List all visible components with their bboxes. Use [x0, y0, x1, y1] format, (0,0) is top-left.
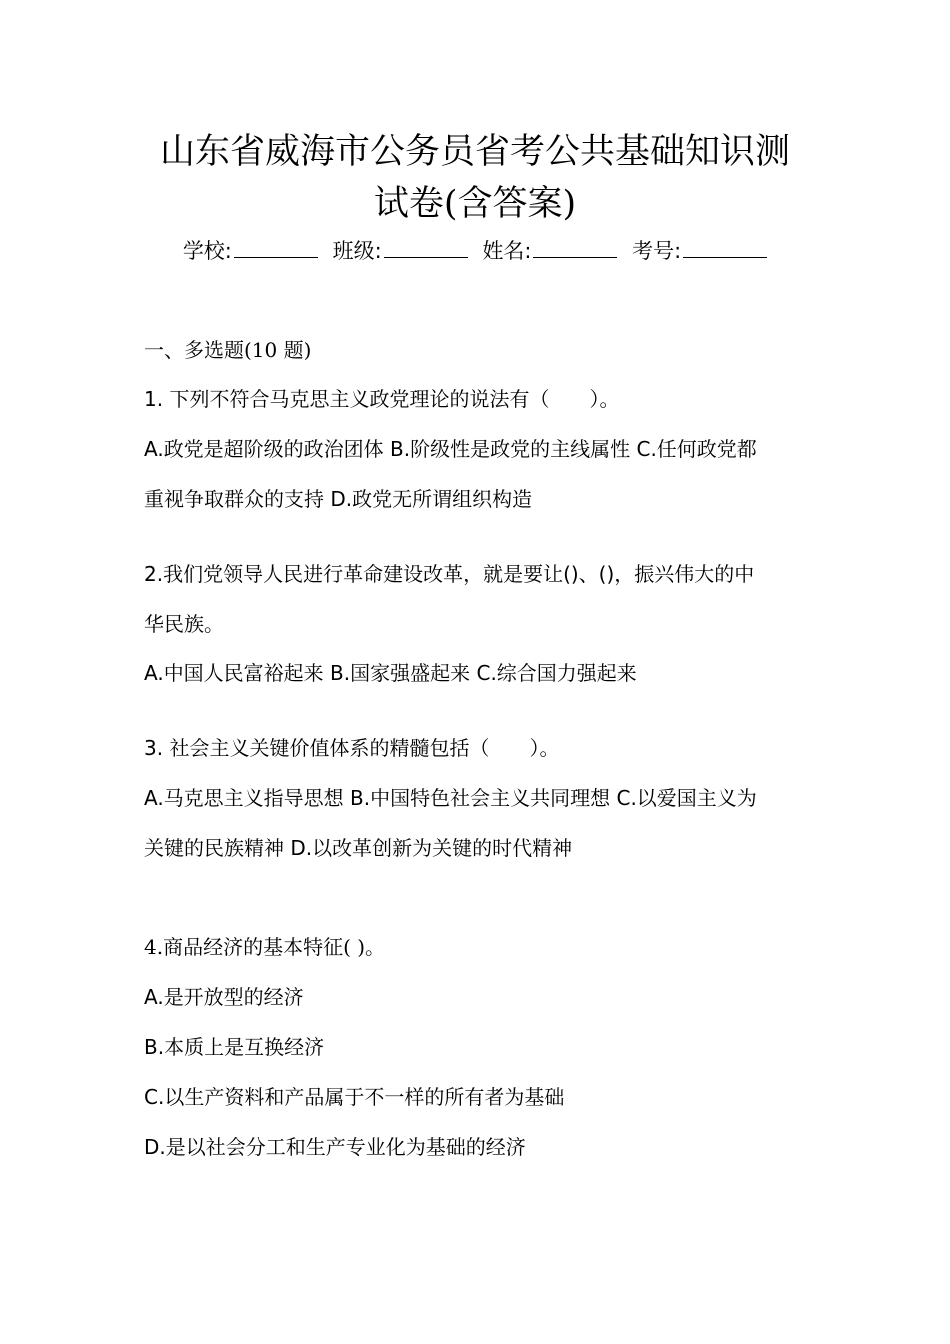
- question-2-stem-line-1: 2.我们党领导人民进行革命建设改革，就是要让()、()，振兴伟大的中: [144, 562, 755, 586]
- page-title-line-2: 试卷(含答案): [373, 184, 577, 224]
- question-2-stem-line-2: 华民族。: [144, 612, 224, 636]
- question-1-options-line-1: A.政党是超阶级的政治团体 B.阶级性是政党的主线属性 C.任何政党都: [144, 437, 757, 461]
- question-3-options-line-1: A.马克思主义指导思想 B.中国特色社会主义共同理想 C.以爱国主义为: [144, 786, 757, 810]
- name-blank[interactable]: [533, 237, 617, 258]
- question-4-option-c: C.以生产资料和产品属于不一样的所有者为基础: [144, 1085, 565, 1109]
- exam-number-label: 考号:: [632, 239, 682, 263]
- student-info-row: [0, 236, 950, 266]
- name-label: 姓名:: [482, 239, 532, 263]
- question-2-options-line-1: A.中国人民富裕起来 B.国家强盛起来 C.综合国力强起来: [144, 661, 637, 685]
- class-field: [333, 239, 468, 263]
- school-field: [183, 239, 318, 263]
- exam-number-blank[interactable]: [683, 237, 767, 258]
- class-blank[interactable]: [384, 237, 468, 258]
- question-1-stem: 1. 下列不符合马克思主义政党理论的说法有（ ）。: [144, 387, 620, 411]
- school-blank[interactable]: [234, 237, 318, 258]
- name-field: [482, 239, 617, 263]
- question-4-option-a: A.是开放型的经济: [144, 985, 304, 1009]
- page-title-line-1: 山东省威海市公务员省考公共基础知识测: [159, 132, 790, 172]
- section-heading: 一、多选题(10 题): [144, 338, 312, 362]
- exam-number-field: [632, 239, 767, 263]
- class-label: 班级:: [332, 239, 382, 263]
- question-4-option-d: D.是以社会分工和生产专业化为基础的经济: [144, 1135, 526, 1159]
- school-label: 学校:: [182, 239, 232, 263]
- question-3-options-line-2: 关键的民族精神 D.以改革创新为关键的时代精神: [144, 836, 573, 860]
- question-1-options-line-2: 重视争取群众的支持 D.政党无所谓组织构造: [144, 487, 533, 511]
- question-4-option-b: B.本质上是互换经济: [144, 1035, 325, 1059]
- question-4-stem: 4.商品经济的基本特征( )。: [144, 935, 386, 959]
- question-3-stem: 3. 社会主义关键价值体系的精髓包括（ ）。: [144, 736, 560, 760]
